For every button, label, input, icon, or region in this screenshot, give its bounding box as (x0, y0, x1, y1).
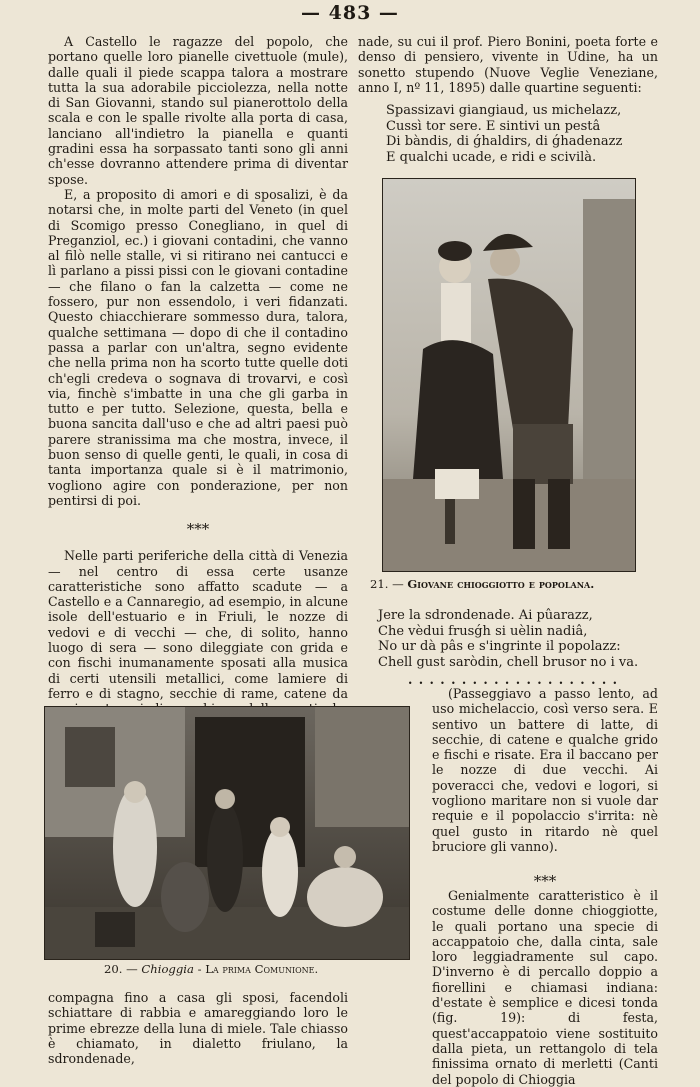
poem-quartina-1 (358, 103, 658, 165)
photo-prima-comunione-image (45, 707, 409, 959)
caption-photo-21 (370, 577, 594, 591)
photo-chioggiotto-popolana (382, 178, 636, 572)
paragraph-translation: (Passeggiavo a passo lento, ad uso michelaccio, così verso sera. E sentivo un battere di latte, di secchie, di catene e qualche grido e fischi e risate. Era il baccano per le nozze di due vecchi. Ai poveracci che, vedovi e logori, si vogliono maritare non si vuole dar requie e il popolaccio s'irrita: nè quel gusto in ritardo nè quel bruciore gli vanno). (432, 686, 658, 854)
right-column-top (358, 34, 658, 165)
caption-21-number: 21. — (370, 577, 404, 591)
caption-21-title: Giovane chioggiotto e popolana. (407, 577, 595, 591)
page-number: — 483 — (301, 2, 399, 24)
poem-line: Che vèdui frusǵh si uèlin nadiâ, (378, 623, 588, 639)
caption-20-place: Chioggia (141, 962, 194, 976)
right-column-mid (358, 608, 668, 687)
right-column-bottom (432, 686, 658, 904)
poem-line: Spassizavi giangiaud, us michelazz, (386, 103, 622, 119)
left-column-bottom (48, 990, 348, 1066)
photo-chioggiotto-image (383, 179, 635, 571)
poem-line: No ur dà pâs e s'ingrinte il popolazz: (378, 639, 621, 654)
poem-quartina-2 (358, 608, 668, 670)
poem-line: Cussì tor sere. E sintivi un pestâ (386, 118, 601, 134)
paragraph-venezia: Nelle parti periferiche della città di Venezia — nel centro di essa certe usanze caratteristiche sono affatto scadute — a Castello e a Cannaregio, ad esempio, in alcune isole dell'estuario e in Friuli, le nozze di vedovi e di vecchi — che, di solito, hanno luogo di sera — sono dileggiate con grida e con fischi inumanamente sposati alla musica di certi utensili metallici, come lamiere di ferro e di stagno, secchie di rame, catene da (48, 548, 348, 701)
paragraph-sposalizi: E, a proposito di amori e di sposalizi, è da notarsi che, in molte parti del Veneto (in quel di Scomigo presso Conegliano, in quel di Preganziol, ec.) i giovani contadini, che vanno al filò nelle stalle, vi si ritirano nei cantucci e lì parlano a pissi pissi con le giovani contadine — che filano o fan la calzetta — come ne fossero, pur non essendolo, i veri fidanzati. Questo chiacchierare sommesso dura, talora, qualche settimana — dopo di che il contadino passa a parlar con un'altra, segno evidente che nella prima non ha scorto tutte quelle doti ch'egli credeva o sognava di trovarvi, e così via, finchè s'imbatte in una che gli garba in tutto e per tutto. Selezione, questa, bella e buona sancita dall'uso e che ad altri paesi può parere stranissima ma che mostra, invece, il buon senso di quelle genti, le quali, in cosa di tanta importanza quale si è il matrimonio, vogliono agire con ponderazione, per non pentirsi di poi. (48, 186, 348, 508)
ellipsis-dots: . . . . . . . . . . . . . . . . . . . . (408, 672, 618, 687)
photo-prima-comunione (44, 706, 410, 960)
left-column-top (48, 34, 348, 747)
caption-20-number: 20. — (104, 962, 138, 976)
paragraph-castello: A Castello le ragazze del popolo, che portano quelle loro pianelle civettuole (mule), dalle quali il piede scappa talora a mostrare tutta la sua adorabile picciolezza, nella notte di San Giovanni, stando sul pianerottolo della scala e con le spalle rivolte alla porta di casa, lanciano all'indietro la pianella e quanti gradini essa ha sorpassato tanti sono gli anni ch'esse dovranno attendere prima di diventar spose. (48, 34, 348, 187)
caption-20-title: - La prima Comunione. (197, 962, 319, 976)
right-column-costume (432, 888, 658, 1087)
caption-photo-20 (104, 962, 318, 976)
poem-line: Chell gust saròdin, chell brusor no i va. (378, 654, 639, 670)
poem-line: Jere la sdrondenade. Ai pûarazz, (378, 608, 593, 623)
section-separator: *** (186, 520, 210, 539)
paragraph-sdrondenade: compagna fino a casa gli sposi, facendoli schiattare di rabbia e amareggiando loro le prime ebrezze della luna di miele. Tale chiasso è chiamato, in dialetto friulano, la sdrondenade, (48, 990, 348, 1067)
poem-line: E qualchi ucade, e ridi e scivilà. (386, 149, 597, 165)
paragraph-bonini: nade, su cui il prof. Piero Bonini, poeta forte e denso di pensiero, vivente in Udine, ha un sonetto stupendo (Nuove Veglie Veneziane, anno I, nº 11, 1895) dalle quartine seguenti: (358, 34, 658, 95)
poem-line: Di bàndis, di ǵhaldirs, di ǵhadenazz (386, 134, 623, 150)
paragraph-costume: Genialmente caratteristico è il costume delle donne chioggiotte, le quali portano una specie di accappatoio che, dalla cinta, sale loro leggiadramente sul capo. D'inverno è di percallo doppio a fiorellini e chiamasi indiana: d'estate è semplice e dicesi tonda (fig. 19): di festa, quest'accappatoio viene sostituito dalla pieta, un rettangolo di tela finissima ornato di merletti (Canti del popolo di Chioggia (432, 888, 658, 1087)
section-separator: *** (533, 872, 557, 891)
